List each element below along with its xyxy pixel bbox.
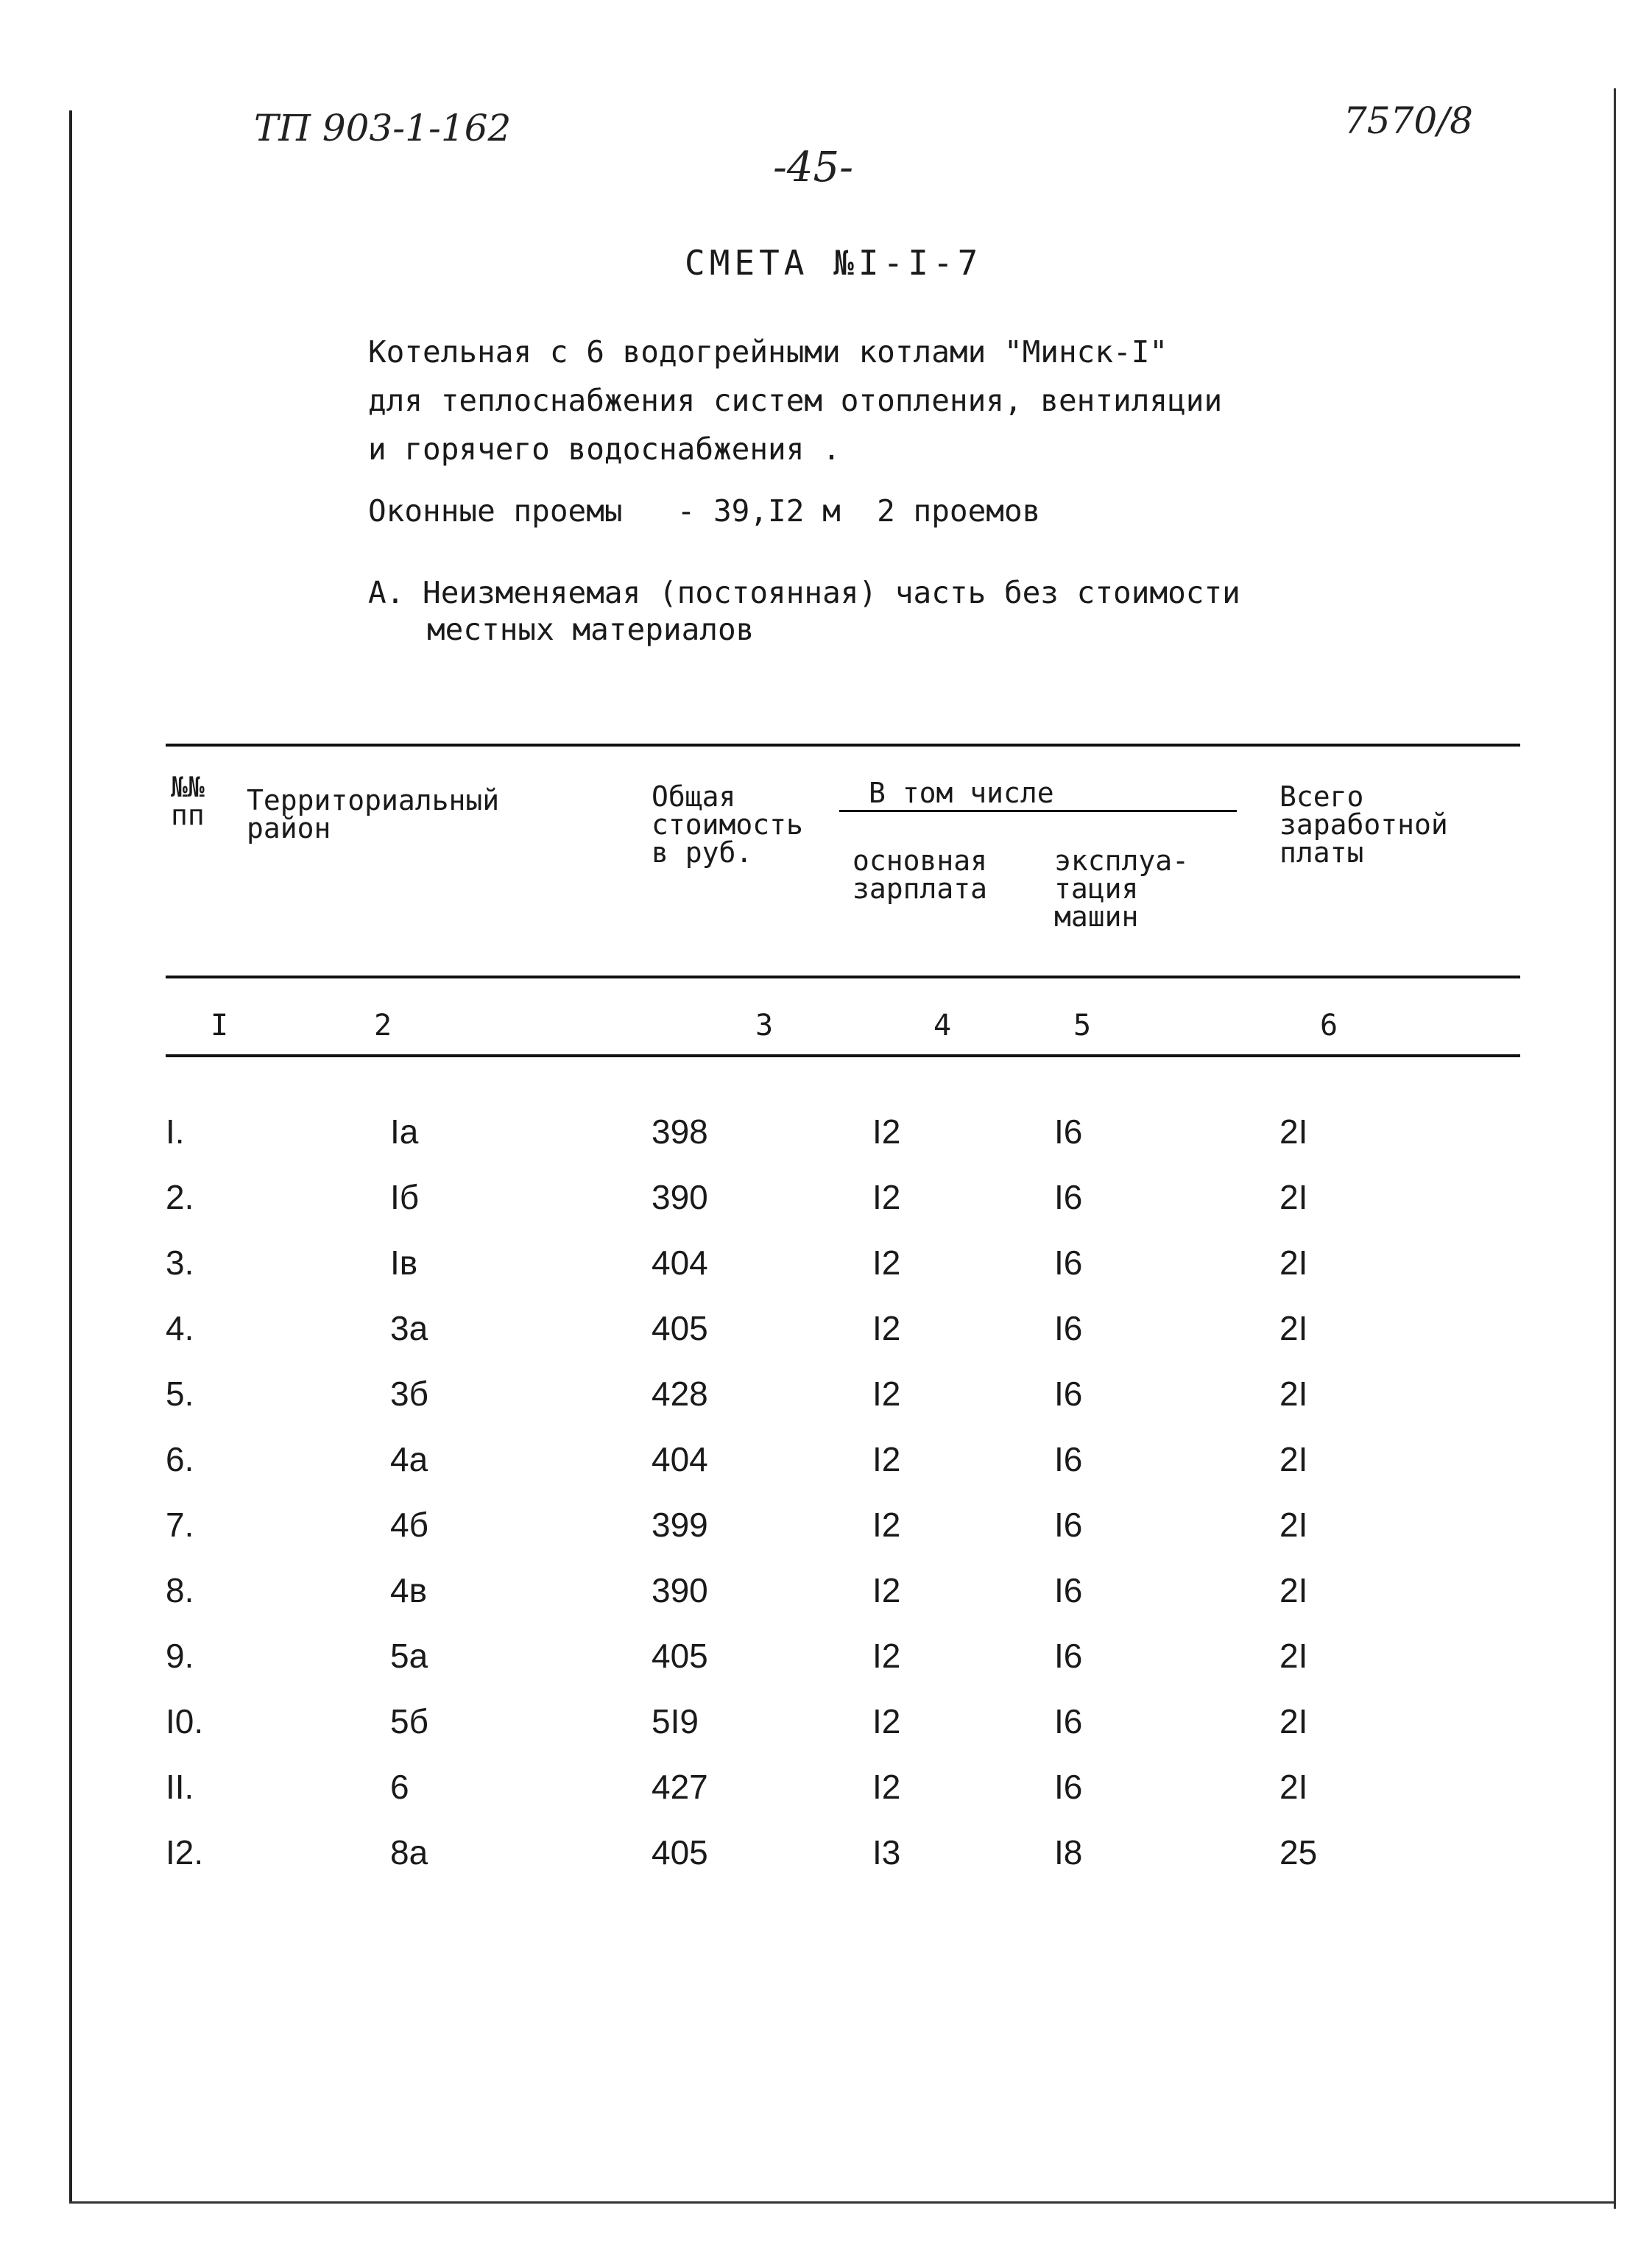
row-number: II. [166,1768,194,1806]
machines-cell: I6 [1054,1637,1083,1675]
row-number: 6. [166,1440,194,1478]
machines-cell: I6 [1054,1571,1083,1609]
table-top-rule [166,744,1520,747]
project-code: ТП 903-1-162 [254,107,512,149]
total-cost-cell: 405 [652,1309,708,1347]
row-number: 8. [166,1571,194,1609]
total-cost-cell: 405 [652,1637,708,1675]
frame-left-border [69,110,72,2201]
machines-cell: I6 [1054,1112,1083,1151]
total-wage-cell: 2I [1279,1309,1308,1347]
column-number: 3 [755,1009,774,1043]
region-cell: 3а [390,1309,428,1347]
section-a-line1: А. Неизменяемая (постоянная) часть без стоимости [368,575,1240,610]
total-cost-cell: 404 [652,1440,708,1478]
total-wage-cell: 2I [1279,1637,1308,1675]
total-cost-cell: 390 [652,1571,708,1609]
region-cell: 4а [390,1440,428,1478]
row-number: 5. [166,1375,194,1413]
region-cell: Iа [390,1112,419,1151]
region-cell: 6 [390,1768,409,1806]
machines-cell: I6 [1054,1702,1083,1740]
total-cost-cell: 390 [652,1178,708,1216]
section-a-line2: местных материалов [427,612,755,647]
column-number: I [210,1009,229,1043]
region-cell: Iв [390,1244,418,1282]
machines-cell: I6 [1054,1244,1083,1282]
header-total-wage: Всего заработной платы [1279,780,1448,869]
total-wage-cell: 2I [1279,1571,1308,1609]
row-number: I2. [166,1833,204,1872]
column-number: 6 [1319,1009,1338,1043]
base-wage-cell: I2 [872,1309,901,1347]
header-total-cost: Общая стоимость в руб. [652,780,803,869]
base-wage-cell: I2 [872,1571,901,1609]
base-wage-cell: I2 [872,1506,901,1544]
base-wage-cell: I2 [872,1440,901,1478]
region-cell: Iб [390,1178,420,1216]
sheet-code: 7570/8 [1344,99,1473,142]
total-cost-cell: 427 [652,1768,708,1806]
header-num: №№ пп [171,771,205,831]
row-number: 4. [166,1309,194,1347]
header-machines: эксплуа- тация машин [1054,844,1190,933]
header-including: В том числе [869,777,1054,809]
machines-cell: I6 [1054,1768,1083,1806]
base-wage-cell: I2 [872,1112,901,1151]
region-cell: 5б [390,1702,428,1740]
total-wage-cell: 2I [1279,1244,1308,1282]
row-number: I0. [166,1702,204,1740]
machines-cell: I8 [1054,1833,1083,1872]
total-cost-cell: 405 [652,1833,708,1872]
total-wage-cell: 2I [1279,1702,1308,1740]
row-number: 9. [166,1637,194,1675]
frame-bottom-border [69,2201,1616,2204]
base-wage-cell: I2 [872,1375,901,1413]
total-cost-cell: 404 [652,1244,708,1282]
machines-cell: I6 [1054,1440,1083,1478]
total-wage-cell: 25 [1279,1833,1318,1872]
base-wage-cell: I2 [872,1178,901,1216]
row-number: 7. [166,1506,194,1544]
machines-cell: I6 [1054,1375,1083,1413]
total-wage-cell: 2I [1279,1375,1308,1413]
total-wage-cell: 2I [1279,1178,1308,1216]
row-number: I. [166,1112,185,1151]
total-cost-cell: 5I9 [652,1702,699,1740]
region-cell: 4б [390,1506,428,1544]
total-wage-cell: 2I [1279,1440,1308,1478]
base-wage-cell: I2 [872,1637,901,1675]
total-cost-cell: 399 [652,1506,708,1544]
machines-cell: I6 [1054,1178,1083,1216]
column-number: 5 [1073,1009,1092,1043]
base-wage-cell: I3 [872,1833,901,1872]
header-base-wage: основная зарплата [853,844,988,905]
region-cell: 8а [390,1833,428,1872]
machines-cell: I6 [1054,1309,1083,1347]
total-wage-cell: 2I [1279,1768,1308,1806]
page-number: -45- [773,144,854,191]
region-cell: 3б [390,1375,428,1413]
base-wage-cell: I2 [872,1244,901,1282]
window-openings: Оконные проемы - 39,I2 м 2 проемов [368,493,1041,529]
document-title: СМЕТА №I-I-7 [685,243,983,283]
row-number: 2. [166,1178,194,1216]
base-wage-cell: I2 [872,1702,901,1740]
section-a-heading [368,574,1240,648]
total-cost-cell: 428 [652,1375,708,1413]
total-wage-cell: 2I [1279,1506,1308,1544]
region-cell: 5а [390,1637,428,1675]
column-number-rule [166,1054,1520,1057]
total-wage-cell: 2I [1279,1112,1308,1151]
description: Котельная с 6 водогрейными котлами "Минск-I" для теплоснабжения систем отопления, вентиляции и горячего водоснабжения . [368,334,1223,467]
base-wage-cell: I2 [872,1768,901,1806]
header-region: Территориальный район [247,784,500,844]
header-bottom-rule [166,976,1520,978]
total-cost-cell: 398 [652,1112,708,1151]
row-number: 3. [166,1244,194,1282]
frame-right-border [1614,88,1616,2209]
column-number: 4 [933,1009,952,1043]
region-cell: 4в [390,1571,428,1609]
column-number: 2 [373,1009,392,1043]
including-rule [839,810,1237,812]
machines-cell: I6 [1054,1506,1083,1544]
